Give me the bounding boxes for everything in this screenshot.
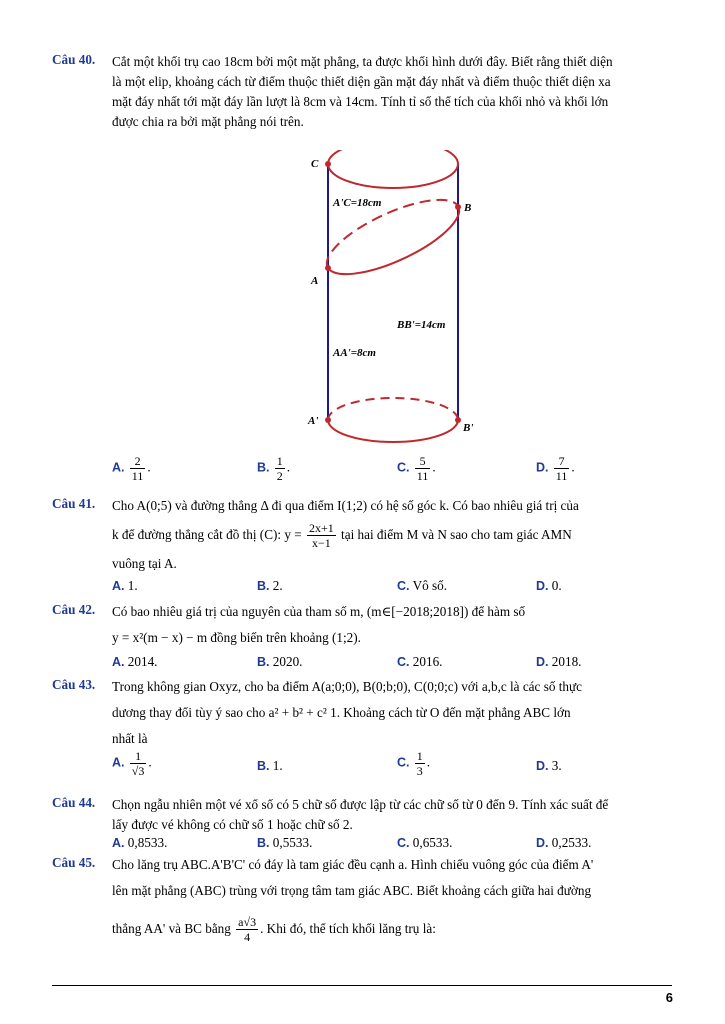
option-b[interactable]: B. 0,5533. (257, 835, 313, 850)
option-d[interactable]: D. 2018. (536, 654, 582, 669)
bottom-ellipse-front (328, 420, 458, 442)
question-text (112, 496, 674, 574)
text-line: được chia ra bởi mặt phẳng nói trên. (112, 114, 304, 129)
option-a[interactable]: A. $\frac{1}{√3}$ . (112, 749, 152, 778)
text-line: là một elip, khoảng cách từ điểm thuộc thiết diện gần mặt đáy nhất và điểm thuộc thiết diện xa (112, 74, 611, 89)
text-line: lên mặt phẳng (ABC) trùng với trọng tâm tam giác ABC. Biết khoảng cách giữa hai đường (112, 883, 592, 898)
text-line: Cắt một khối trụ cao 18cm bởi một mặt phẳng, ta được khối hình dưới đây. Biết rằng thiết diện (112, 54, 613, 69)
section-ellipse-back (328, 207, 469, 289)
option-b[interactable]: B. $\frac{1}{2}$ . (257, 454, 291, 483)
option-b[interactable]: B. 2020. (257, 654, 303, 669)
text-line: Có bao nhiêu giá trị của nguyên của tham số m, (m∈[−2018;2018]) để hàm số (112, 604, 526, 619)
point-B (455, 204, 461, 210)
question-number: Câu 45. (52, 855, 96, 870)
question-41 (52, 496, 674, 593)
footer-rule (52, 985, 672, 986)
option-c[interactable]: C. $\frac{1}{3}$ . (397, 749, 431, 778)
text-line: Cho lăng trụ ABC.A'B'C' có đáy là tam giác đều cạnh a. Hình chiếu vuông góc của điểm A' (112, 857, 594, 872)
text-line: vuông tại A. (112, 556, 177, 571)
point-A1 (325, 417, 331, 423)
option-a[interactable]: A. $\frac{2}{11}$ . (112, 454, 151, 483)
point-B1 (455, 417, 461, 423)
label-C: C (311, 158, 319, 170)
text-line: thẳng AA' và BC bằng $\frac{a√3}{4}$ . Khi đó, thể tích khối lăng trụ là: (112, 915, 436, 945)
text-line: lấy được vé không có chữ số 1 hoặc chữ số 2. (112, 817, 353, 832)
top-ellipse (328, 150, 458, 188)
label-AA: AA'=8cm (333, 347, 376, 359)
option-b[interactable]: B. 1. (257, 758, 283, 773)
option-c[interactable]: C. Vô số. (397, 578, 447, 593)
question-number: Câu 44. (52, 795, 96, 810)
option-a[interactable]: A. 1. (112, 578, 138, 593)
question-text (112, 602, 674, 654)
label-AC: A'C=18cm (333, 197, 382, 209)
question-text (112, 855, 674, 951)
option-d[interactable]: D. 3. (536, 758, 562, 773)
text-line: mặt đáy nhất tới mặt đáy lần lượt là 8cm và 14cm. Tính tỉ số thể tích của khối nhỏ và khối lớn (112, 94, 609, 109)
text-line: Trong không gian Oxyz, cho ba điểm A(a;0;0), B(0;b;0), C(0;0;c) với a,b,c là các số thực (112, 679, 582, 694)
label-B1: B' (463, 422, 474, 434)
label-A1: A' (308, 415, 319, 427)
text-line: nhất là (112, 731, 148, 746)
option-a[interactable]: A. 2014. (112, 654, 158, 669)
question-text (112, 677, 674, 749)
cylinder-figure (300, 150, 500, 445)
question-42 (52, 602, 674, 669)
text-line: k để đường thẳng cắt đồ thị (C): y = $\frac{2x+1}{x-1}$ tại hai điểm M và N sao cho tam giác AMN (112, 521, 572, 551)
option-d[interactable]: D. $\frac{7}{11}$ . (536, 454, 575, 483)
label-BB: BB'=14cm (397, 319, 446, 331)
question-number: Câu 43. (52, 677, 96, 692)
text-line: Chọn ngẫu nhiên một vé xổ số có 5 chữ số được lập từ các chữ số từ 0 đến 9. Tính xác suất để (112, 797, 609, 812)
option-b[interactable]: B. 2. (257, 578, 283, 593)
option-c[interactable]: C. 0,6533. (397, 835, 453, 850)
text-line: Cho A(0;5) và đường thẳng Δ đi qua điểm I(1;2) có hệ số góc k. Có bao nhiêu giá trị của (112, 498, 579, 513)
option-c[interactable]: C. $\frac{5}{11}$ . (397, 454, 436, 483)
label-A: A (311, 275, 319, 287)
option-a[interactable]: A. 0,8533. (112, 835, 168, 850)
page-number: 6 (665, 990, 673, 1005)
question-number: Câu 41. (52, 496, 96, 511)
question-45 (52, 855, 674, 951)
option-c[interactable]: C. 2016. (397, 654, 443, 669)
question-number: Câu 42. (52, 602, 96, 617)
point-A (325, 265, 331, 271)
bottom-ellipse-back (328, 398, 458, 420)
question-40 (52, 52, 674, 132)
question-text (112, 795, 674, 835)
question-43 (52, 677, 674, 778)
text-line: y = x²(m − x) − m đồng biến trên khoảng (1;2). (112, 630, 361, 645)
question-44 (52, 795, 674, 850)
question-text (112, 52, 674, 132)
question-number: Câu 40. (52, 52, 96, 67)
option-d[interactable]: D. 0. (536, 578, 562, 593)
text-line: dương thay đổi tùy ý sao cho a² + b² + c² 1. Khoảng cách từ O đến mặt phẳng ABC lớn (112, 705, 571, 720)
option-d[interactable]: D. 0,2533. (536, 835, 592, 850)
point-C (325, 161, 331, 167)
label-B: B (464, 202, 472, 214)
